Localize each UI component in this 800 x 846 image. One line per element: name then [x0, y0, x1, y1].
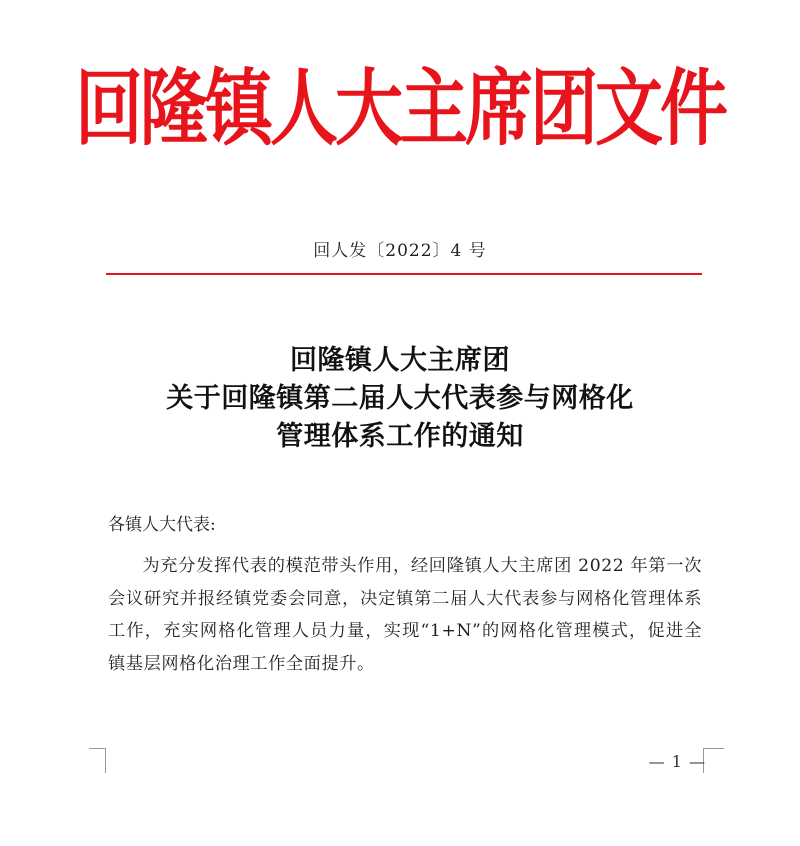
- corner-crop-mark-left: [89, 748, 106, 773]
- body-paragraph: 为充分发挥代表的模范带头作用，经回隆镇人大主席团 2022 年第一次会议研究并报经镇党委会同意，决定镇第二届人大代表参与网格化管理体系工作，充实网格化管理人员力量，实现“1+N”的网格化管理模式，促进全镇基层网格化治理工作全面提升。: [108, 556, 702, 674]
- salutation: 各镇人大代表:: [108, 515, 216, 535]
- title-line-3: 管理体系工作的通知: [276, 421, 524, 452]
- red-separator-line: [106, 273, 702, 275]
- title-line-1: 回隆镇人大主席团: [290, 345, 510, 376]
- page-number: — 1 —: [648, 752, 706, 771]
- masthead-title: 回隆镇人大主席团文件: [74, 60, 725, 158]
- notice-title: [0, 342, 800, 456]
- corner-crop-mark-right: [703, 748, 724, 773]
- document-number: 回人发〔2022〕4 号: [313, 241, 487, 261]
- title-line-2: 关于回隆镇第二届人大代表参与网格化: [166, 383, 634, 414]
